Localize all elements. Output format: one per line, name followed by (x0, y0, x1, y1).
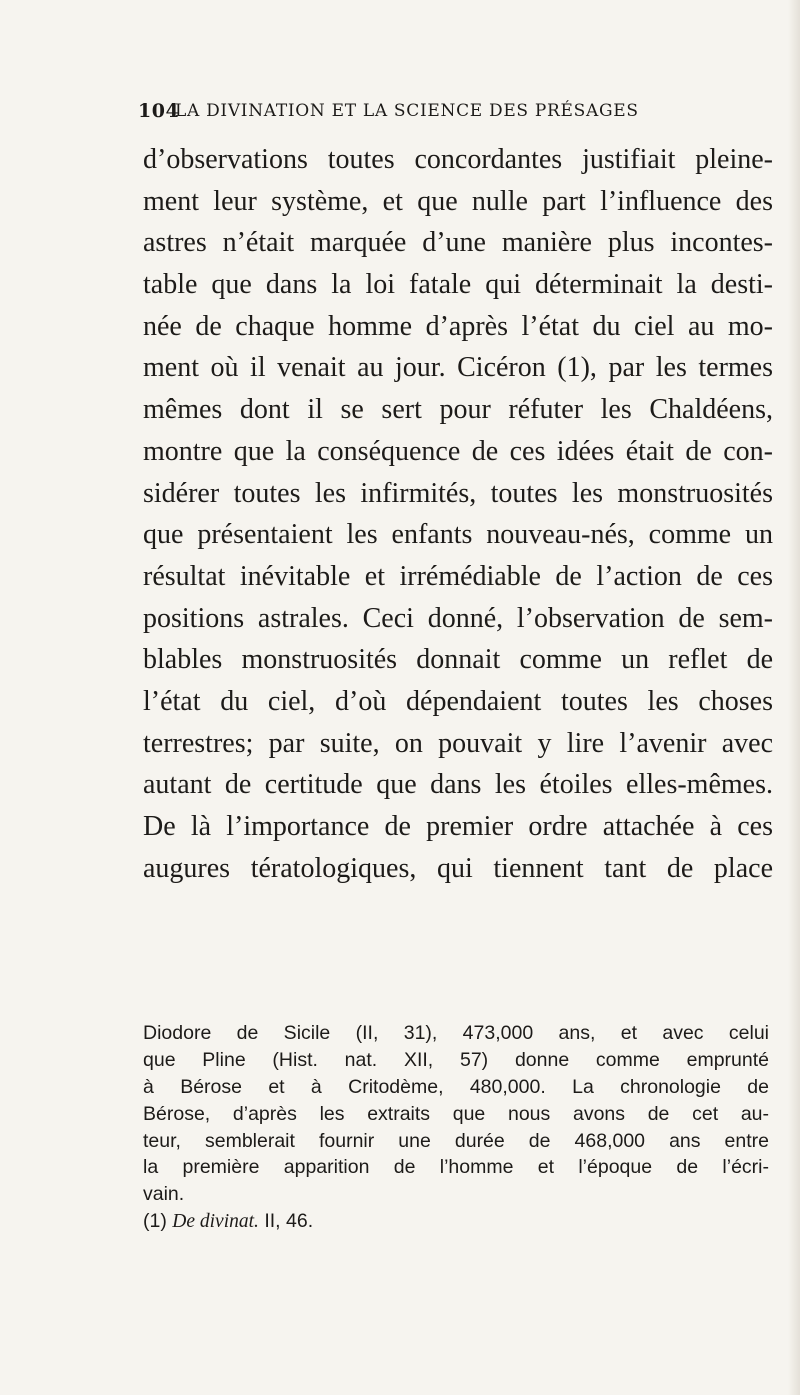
footnotes (143, 1020, 769, 1235)
footnote-marker: (1) (143, 1210, 167, 1233)
text-line: résultat inévitable et irrémédiable de l’action de ces (143, 560, 773, 592)
text-line: ment leur système, et que nulle part l’influence des (143, 185, 773, 217)
text-line: astres n’était marquée d’une manière plus incontes- (143, 227, 773, 259)
page-number: 104 (138, 100, 180, 122)
footnote-line: la première apparition de l’homme et l’époque de l’écri- (143, 1156, 769, 1179)
footnote-line: teur, semblerait fournir une durée de 468,000 ans entre (143, 1129, 769, 1152)
text-line: De là l’importance de premier ordre attachée à ces (143, 811, 773, 842)
page-edge-shadow (788, 0, 800, 1395)
footnote-line: vain. (143, 1183, 185, 1206)
text-line: augures tératologiques, qui tiennent tant de place (143, 852, 773, 884)
footnote-line: Diodore de Sicile (II, 31), 473,000 ans, et avec celui (143, 1022, 769, 1044)
footnote-reference (143, 1208, 769, 1235)
text-line: table que dans la loi fatale qui déterminait la desti- (143, 269, 773, 301)
running-title: LA DIVINATION ET LA SCIENCE DES PRÉSAGES (175, 101, 639, 121)
text-line: née de chaque homme d’après l’état du ciel au mo- (143, 310, 773, 342)
running-header (138, 96, 768, 128)
text-line: sidérer toutes les infirmités, toutes les monstruosités (143, 477, 773, 509)
footnote-line: Bérose, d’après les extraits que nous avons de cet au- (143, 1102, 769, 1125)
text-line: d’observations toutes concordantes justifiait pleine- (143, 144, 773, 175)
footnote-line: à Bérose et à Critodème, 480,000. La chronologie de (143, 1075, 769, 1098)
footnote-location: II, 46. (264, 1210, 314, 1233)
footnote-work-title: De divinat. (172, 1211, 259, 1233)
text-line: terrestres; par suite, on pouvait y lire l’avenir avec (143, 727, 773, 759)
text-line: que présentaient les enfants nouveau-nés, comme un (143, 519, 773, 551)
text-line: autant de certitude que dans les étoiles elles-mêmes. (143, 769, 773, 801)
text-line: positions astrales. Ceci donné, l’observation de sem- (143, 602, 773, 634)
text-line: montre que la conséquence de ces idées était de con- (143, 435, 773, 467)
text-line: l’état du ciel, d’où dépendaient toutes les choses (143, 685, 773, 717)
text-line: ment où il venait au jour. Cicéron (1), par les termes (143, 352, 773, 384)
text-line: blables monstruosités donnait comme un reflet de (143, 644, 773, 676)
text-line: mêmes dont il se sert pour réfuter les Chaldéens, (143, 394, 773, 426)
footnote-line: que Pline (Hist. nat. XII, 57) donne comme emprunté (143, 1048, 769, 1071)
main-text (143, 139, 773, 889)
